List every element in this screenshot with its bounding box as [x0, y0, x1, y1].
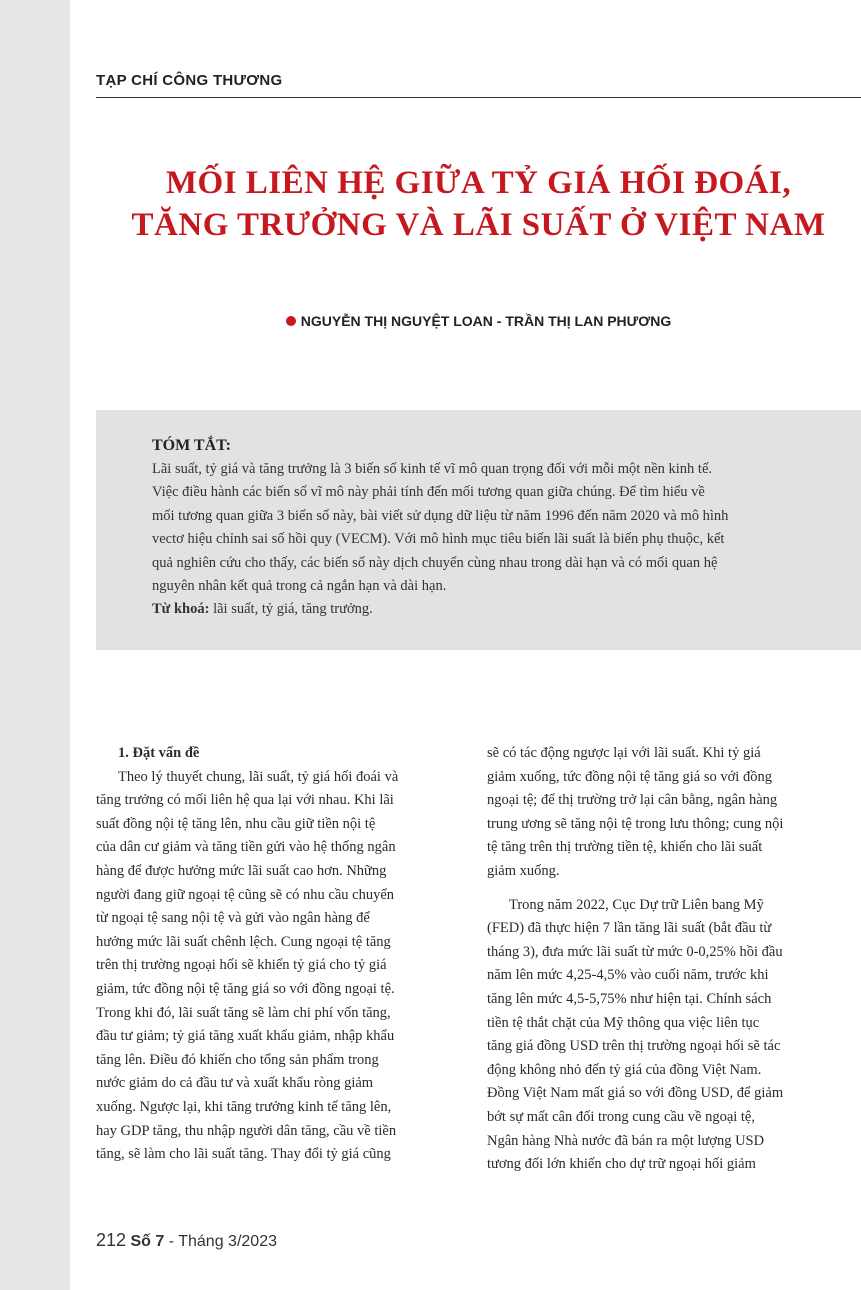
- abstract-heading: TÓM TẮT:: [152, 437, 231, 454]
- body-column-left: [96, 742, 428, 1167]
- body-line: (FED) đã thực hiện 7 lần tăng lãi suất (bắt đầu từ: [487, 920, 772, 937]
- body-line: hay GDP tăng, thu nhập người dân tăng, cầu về tiền: [96, 1122, 397, 1139]
- page-number: 212: [96, 1230, 127, 1250]
- body-line: giảm, tức đồng nội tệ tăng giá so với đồng ngoại tệ.: [96, 980, 395, 997]
- body-line: ngoại tệ; để thị trường trở lại cân bằng, ngân hàng: [487, 792, 778, 809]
- body-line: Đồng Việt Nam mất giá so với đồng USD, để giảm: [487, 1085, 784, 1102]
- body-line: Trong khi đó, lãi suất tăng sẽ làm chi phí vốn tăng,: [96, 1004, 391, 1021]
- body-line: tệ tăng trên thị trường tiền tệ, khiến cho lãi suất: [487, 839, 763, 856]
- body-line: tăng lên. Điều đó khiến cho tổng sản phẩm trong: [96, 1051, 379, 1068]
- abstract-line: Việc điều hành các biến số vĩ mô này phải tính đến mối tương quan giữa chúng. Để tìm hiểu về: [152, 484, 705, 501]
- section-heading: 1. Đặt vấn đề: [118, 745, 200, 761]
- keywords-text: lãi suất, tỷ giá, tăng trưởng.: [213, 601, 373, 618]
- body-line: giảm xuống.: [487, 862, 560, 879]
- page-footer: [96, 1230, 277, 1251]
- authors: [96, 313, 861, 329]
- header-rule: [96, 97, 861, 98]
- body-line: đầu tư giảm; tỷ giá tăng xuất khẩu giảm, nhập khẩu: [96, 1028, 395, 1045]
- body-line: trên thị trường ngoại hối sẽ khiến tỷ giá cho tỷ giá: [96, 957, 387, 974]
- body-line: sẽ có tác động ngược lại với lãi suất. Khi tỷ giá: [487, 745, 761, 761]
- body-line: bớt sự mất cân đối trong cung cầu về ngoại tệ,: [487, 1108, 755, 1125]
- body-line: tăng trưởng có mối liên hệ qua lại với nhau. Khi lãi: [96, 792, 394, 809]
- abstract-line: vectơ hiệu chỉnh sai số hồi quy (VECM). Với mô hình mục tiêu biến lãi suất là biến phụ thuộc, kết: [152, 531, 725, 548]
- body-line: tháng 3), đưa mức lãi suất từ mức 0-0,25% hồi đầu: [487, 943, 783, 960]
- body-line: xuống. Ngược lại, khi tăng trưởng kinh tế tăng lên,: [96, 1098, 392, 1115]
- body-line: hưởng mức lãi suất chênh lệch. Cung ngoại tệ tăng: [96, 933, 391, 950]
- body-line: nước giảm do cả đầu tư và xuất khẩu ròng giảm: [96, 1075, 374, 1092]
- body-line: hàng để được hưởng mức lãi suất cao hơn. Những: [96, 862, 387, 879]
- body-column-right: [487, 742, 819, 1177]
- body-line: tiền tệ thắt chặt của Mỹ thông qua việc liên tục: [487, 1014, 760, 1031]
- body-line: tăng giá đồng USD trên thị trường ngoại hối sẽ tác: [487, 1038, 781, 1055]
- body-line: Trong năm 2022, Cục Dự trữ Liên bang Mỹ: [509, 896, 764, 913]
- body-line: Theo lý thuyết chung, lãi suất, tỷ giá hối đoái và: [118, 768, 399, 785]
- title-line-2: TĂNG TRƯỞNG VÀ LÃI SUẤT Ở VIỆT NAM: [131, 207, 826, 243]
- body-line: người đang giữ ngoại tệ cũng sẽ có nhu cầu chuyển: [96, 886, 395, 903]
- body-line: tăng lên mức 4,5-5,75% như hiện tại. Chính sách: [487, 990, 772, 1007]
- abstract-line: mối tương quan giữa 3 biến số này, bài viết sử dụng dữ liệu từ năm 1996 đến năm 2020 và mô hình: [152, 507, 729, 524]
- page-margin-strip: [0, 0, 70, 1290]
- article-title: [96, 162, 861, 246]
- footer-separator: -: [168, 1233, 175, 1250]
- body-line: năm lên mức 4,25-4,5% vào cuối năm, trước khi: [487, 967, 769, 984]
- author-names: NGUYỄN THỊ NGUYỆT LOAN - TRẦN THỊ LAN PHƯƠNG: [300, 313, 672, 329]
- journal-name: TẠP CHÍ CÔNG THƯƠNG: [96, 72, 283, 89]
- body-line: trung ương sẽ tăng nội tệ trong lưu thông; cung nội: [487, 815, 784, 832]
- body-line: suất đồng nội tệ tăng lên, nhu cầu giữ tiền nội tệ: [96, 815, 376, 832]
- bullet-icon: [286, 316, 296, 326]
- body-line: động không nhỏ đến tỷ giá của đồng Việt Nam.: [487, 1061, 762, 1078]
- abstract-text: [152, 458, 818, 622]
- title-line-1: MỐI LIÊN HỆ GIỮA TỶ GIÁ HỐI ĐOÁI,: [165, 165, 792, 201]
- body-line: của dân cư giảm và tăng tiền gửi vào hệ thống ngân: [96, 839, 396, 856]
- abstract-line: Lãi suất, tỷ giá và tăng trưởng là 3 biến số kinh tế vĩ mô quan trọng đối với mỗi một nền kinh tế.: [152, 461, 713, 477]
- body-line: tăng, sẽ làm cho lãi suất tăng. Thay đổi tỷ giá cũng: [96, 1146, 391, 1163]
- body-line: tương đối lớn khiến cho dự trữ ngoại hối giảm: [487, 1156, 756, 1173]
- body-line: từ ngoại tệ sang nội tệ và gửi vào ngân hàng để: [96, 910, 370, 927]
- keywords: [152, 598, 818, 621]
- issue-date: Tháng 3/2023: [178, 1233, 277, 1250]
- abstract-line: nguyên nhân kết quả trong cả ngắn hạn và dài hạn.: [152, 578, 447, 595]
- abstract-line: quả nghiên cứu cho thấy, các biến số này dịch chuyển cùng nhau trong dài hạn và có mối quan hệ: [152, 554, 718, 571]
- body-line: Ngân hàng Nhà nước đã bán ra một lượng USD: [487, 1132, 765, 1149]
- body-line: giảm xuống, tức đồng nội tệ tăng giá so với đồng: [487, 768, 772, 785]
- keywords-label: Từ khoá:: [152, 601, 210, 618]
- issue-number: Số 7: [130, 1233, 165, 1250]
